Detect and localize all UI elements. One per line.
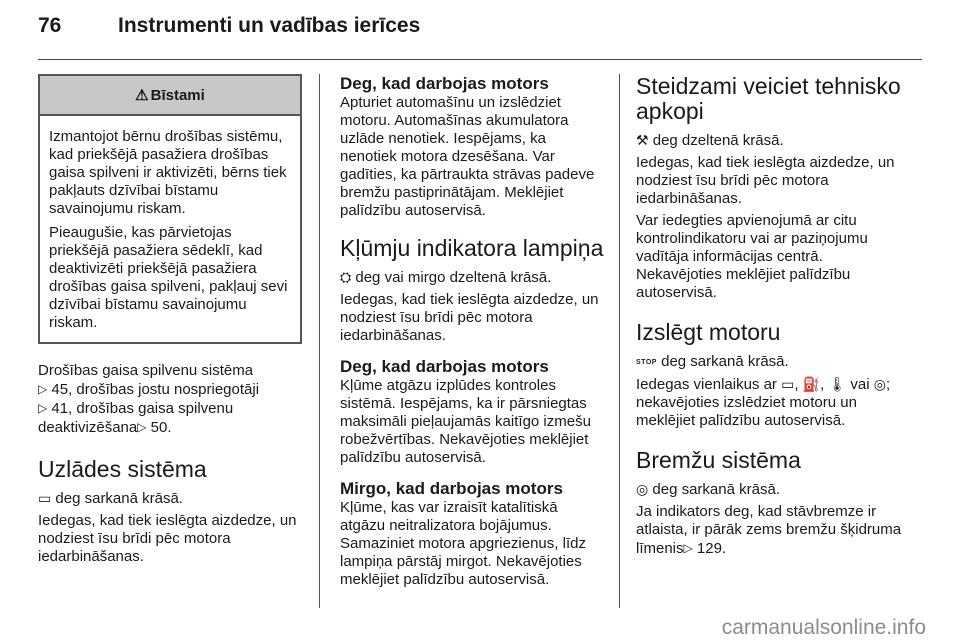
body-paragraph: Var iedegties apvienojumā ar citu kontrolindikatoru vai ar paziņojumu vadītāja informācijas centrā. Nekavējoties meklējiet palīdzību autoservisā.	[636, 212, 868, 301]
body-paragraph: Iedegas, kad tiek ieslēgta aizdedze, un nodziest īsu brīdi pēc motora iedarbināšanas.	[38, 512, 297, 565]
column-divider	[319, 74, 320, 608]
section-heading: Izslēgt motoru	[636, 319, 781, 345]
cross-reference-paragraph: Drošības gaisa spilvenu sistēma ▷ 45, drošības jostu nospriegotāji ▷ 41, drošības gaisa spilvenu deaktivizēšana▷ 50.	[38, 362, 260, 436]
section-heading: Uzlādes sistēma	[38, 456, 207, 482]
battery-icon: ▭	[781, 376, 795, 392]
indicator-line: ◎ deg sarkanā krāsā.	[636, 481, 780, 498]
page-number: 76	[38, 14, 62, 37]
brake-icon: ◎	[636, 481, 649, 497]
section-heading: Bremžu sistēma	[636, 447, 801, 473]
column-divider	[619, 74, 620, 608]
ref-link[interactable]: 50.	[146, 419, 172, 436]
triangle-arrow-icon: ▷	[38, 401, 48, 415]
header-rule	[38, 59, 922, 60]
body-paragraph: Iedegas, kad tiek ieslēgta aizdedze, un nodziest īsu brīdi pēc motora iedarbināšanas.	[340, 291, 599, 344]
body-paragraph: Iedegas vienlaikus ar ▭, ⛽, 🌡 vai ◎; nekavējoties izslēdziet motoru un meklējiet palīdzību autoservisā.	[636, 376, 891, 429]
warning-title: Bīstami	[150, 86, 205, 104]
section-heading: Kļūmju indikatora lampiņa	[340, 235, 604, 261]
indicator-line: ⚒ deg dzeltenā krāsā.	[636, 132, 784, 149]
brake-icon: ◎	[873, 376, 886, 392]
body-paragraph: Kļūme, kas var izraisīt katalītiskā atgāzu neitralizatora bojājumus. Samaziniet motora apgriezienus, līdz lampiņa pārstāj mirgot. Nekavējoties meklējiet palīdzību autoservisā.	[340, 499, 586, 588]
warning-body	[40, 116, 300, 342]
indicator-line: ⛭ deg vai mirgo dzeltenā krāsā.	[340, 269, 552, 286]
triangle-arrow-icon: ▷	[683, 541, 693, 555]
oil-can-icon: ⛽	[802, 376, 821, 392]
section-heading: Steidzami veiciet tehnisko apkopi	[636, 73, 901, 124]
body-paragraph: Ja indikators deg, kad stāvbremze ir atlaista, ir pārāk zems bremžu šķidruma līmenis▷ 129.	[636, 503, 902, 557]
watermark: carmanualsonline.info	[721, 616, 926, 639]
body-paragraph: Apturiet automašīnu un izslēdziet motoru. Automašīnas akumulatora uzlāde nenotiek. Iespējams, ka nenotiek motora dzesēšana. Var gadīties, ka pārtraukta strāvas padeve bremžu pastiprinātājam. Meklējiet palīdzību autoservisā.	[340, 94, 595, 219]
column-3	[636, 74, 906, 558]
body-paragraph: Kļūme atgāzu izplūdes kontroles sistēmā. Iespējams, ka ir pārsniegtas maksimāli pieļaujamās kaitīgo izmešu robežvērtības. Nekavējoties meklējiet palīdzību autoservisā.	[340, 377, 591, 466]
coolant-temperature-icon: 🌡	[828, 376, 847, 392]
battery-icon: ▭	[38, 490, 52, 506]
column-1	[38, 74, 302, 566]
stop-icon: STOP	[636, 359, 657, 366]
indicator-line: STOP deg sarkanā krāsā.	[636, 353, 789, 370]
warning-box	[38, 74, 302, 344]
warning-paragraph: Pieaugušie, kas pārvietojas priekšējā pasažiera sēdeklī, kad deaktivizēti priekšējā pasažiera drošības gaisa spilveni, pakļauj sevi dzīvībai bīstamu savainojumu riskam.	[49, 224, 288, 331]
engine-check-icon: ⛭	[340, 269, 352, 285]
body-paragraph: Iedegas, kad tiek ieslēgta aizdedze, un nodziest īsu brīdi pēc motora iedarbināšanas.	[636, 154, 895, 207]
ref-link[interactable]: 45, drošības jostu nospriegotāji	[47, 381, 260, 398]
page-header	[38, 14, 420, 38]
column-2	[340, 74, 604, 589]
warning-header	[40, 76, 300, 116]
sub-heading: Mirgo, kad darbojas motors	[340, 479, 563, 498]
sub-heading: Deg, kad darbojas motors	[340, 357, 549, 376]
ref-link[interactable]: 129.	[692, 540, 727, 557]
sub-heading: Deg, kad darbojas motors	[340, 74, 549, 93]
service-vehicle-icon: ⚒	[636, 132, 649, 148]
warning-triangle-icon: ⚠	[135, 87, 149, 104]
page-title: Instrumenti un vadības ierīces	[118, 14, 421, 37]
ref-link[interactable]: 41, drošības gaisa spilvenu deaktivizēšana	[38, 400, 234, 436]
triangle-arrow-icon: ▷	[137, 420, 147, 434]
warning-paragraph: Izmantojot bērnu drošības sistēmu, kad priekšējā pasažiera drošības gaisa spilveni ir aktivizēti, bērns tiek pakļauts dzīvībai bīstamu savainojumu riskam.	[49, 128, 287, 217]
indicator-line: ▭ deg sarkanā krāsā.	[38, 490, 183, 507]
triangle-arrow-icon: ▷	[38, 382, 48, 396]
